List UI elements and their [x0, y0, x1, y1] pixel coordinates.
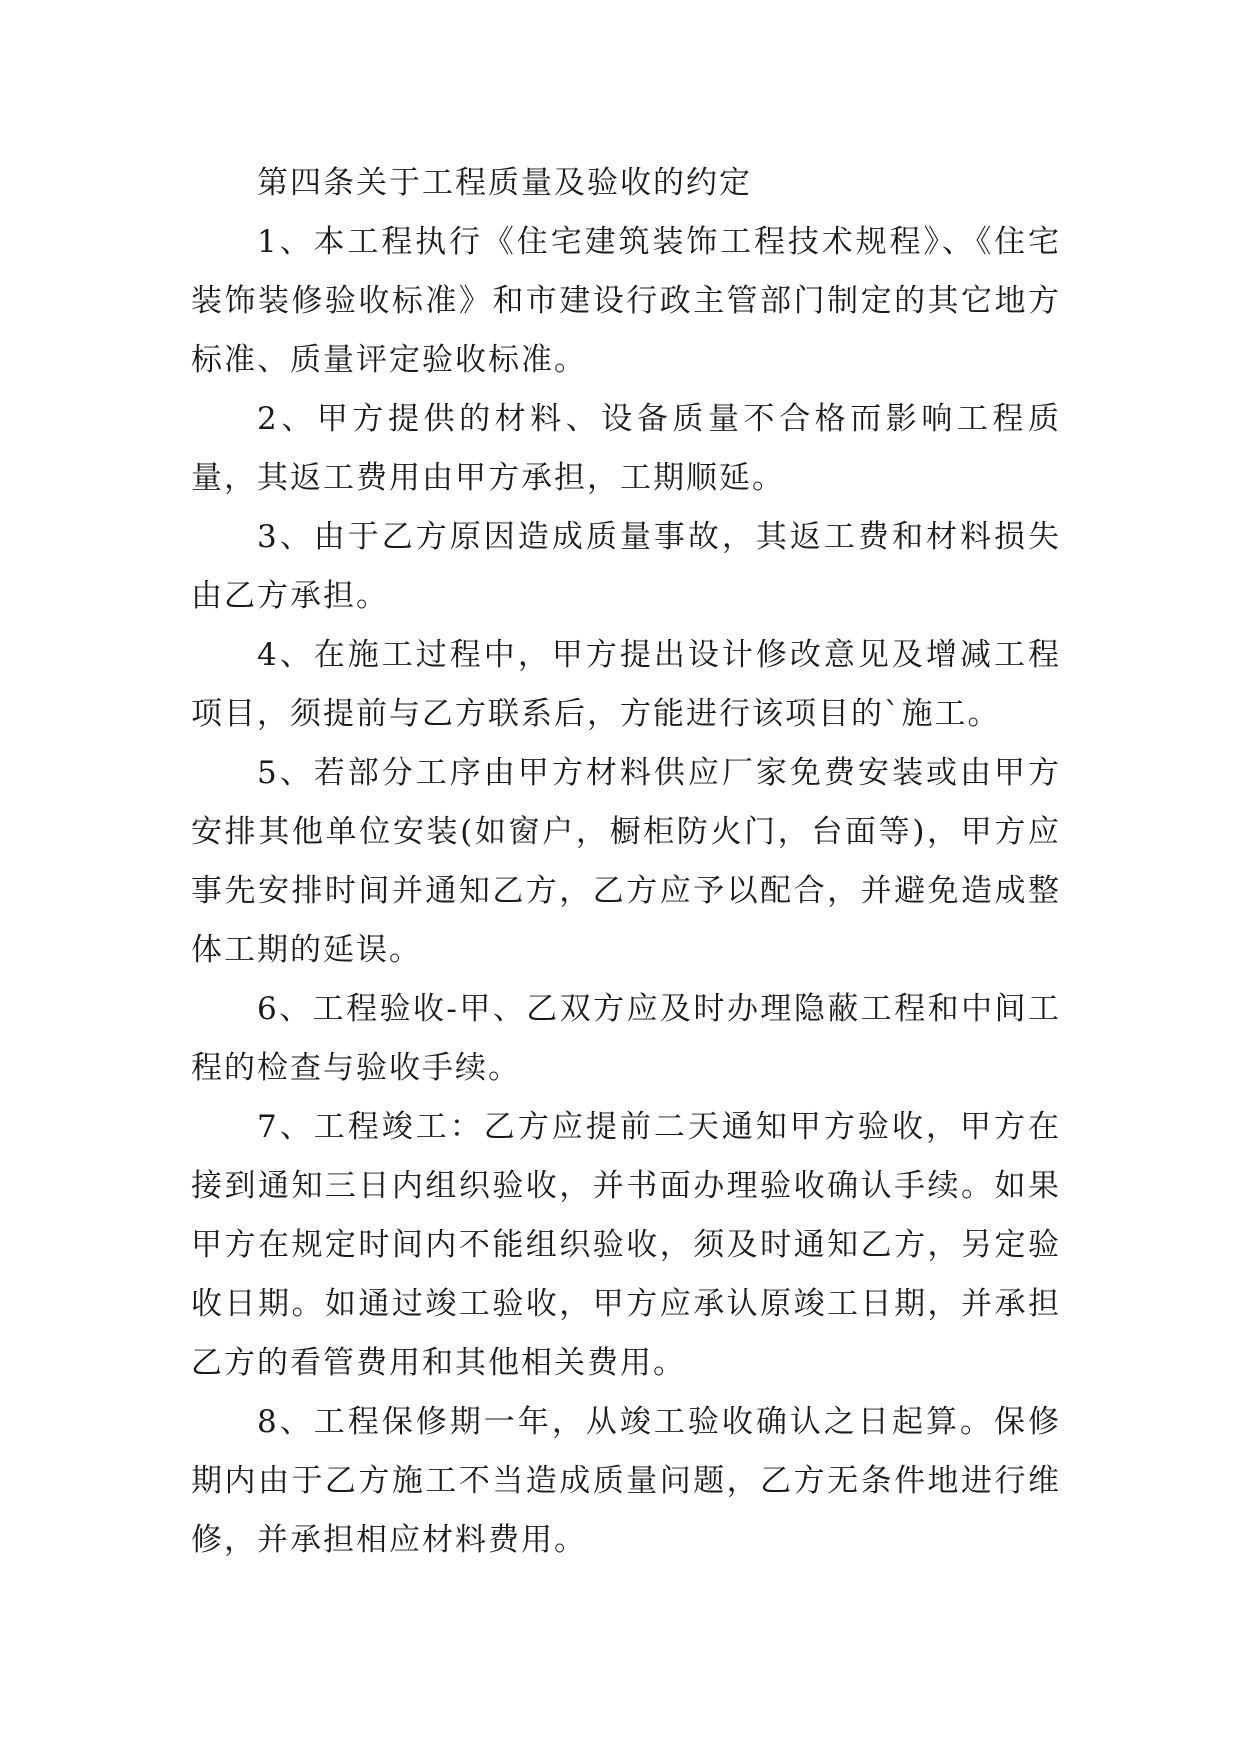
- clause-4: 4、在施工过程中，甲方提出设计修改意见及增减工程项目，须提前与乙方联系后，方能进行该项目的`施工。: [191, 637, 1061, 732]
- clause-2: 2、甲方提供的材料、设备质量不合格而影响工程质量，其返工费用由甲方承担，工期顺延。: [191, 401, 1061, 496]
- clause-7: 7、工程竣工：乙方应提前二天通知甲方验收，甲方在接到通知三日内组织验收，并书面办理验收确认手续。如果甲方在规定时间内不能组织验收，须及时通知乙方，另定验收日期。如通过竣工验收，甲方应承认原竣工日期，并承担乙方的看管费用和其他相关费用。: [191, 1109, 1061, 1381]
- clause-6: 6、工程验收-甲、乙双方应及时办理隐蔽工程和中间工程的检查与验收手续。: [191, 991, 1061, 1086]
- clause-3: 3、由于乙方原因造成质量事故，其返工费和材料损失由乙方承担。: [191, 519, 1061, 614]
- clause-5: 5、若部分工序由甲方材料供应厂家免费安装或由甲方安排其他单位安装(如窗户，橱柜防火门，台面等)，甲方应事先安排时间并通知乙方，乙方应予以配合，并避免造成整体工期的延误。: [191, 755, 1061, 968]
- section-heading: 第四条关于工程质量及验收的约定: [257, 165, 752, 201]
- document-body: [191, 154, 1061, 1570]
- clause-8: 8、工程保修期一年，从竣工验收确认之日起算。保修期内由于乙方施工不当造成质量问题，乙方无条件地进行维修，并承担相应材料费用。: [191, 1404, 1061, 1558]
- clause-1: 1、本工程执行《住宅建筑装饰工程技术规程》、《住宅装饰装修验收标准》和市建设行政主管部门制定的其它地方标准、质量评定验收标准。: [191, 224, 1061, 378]
